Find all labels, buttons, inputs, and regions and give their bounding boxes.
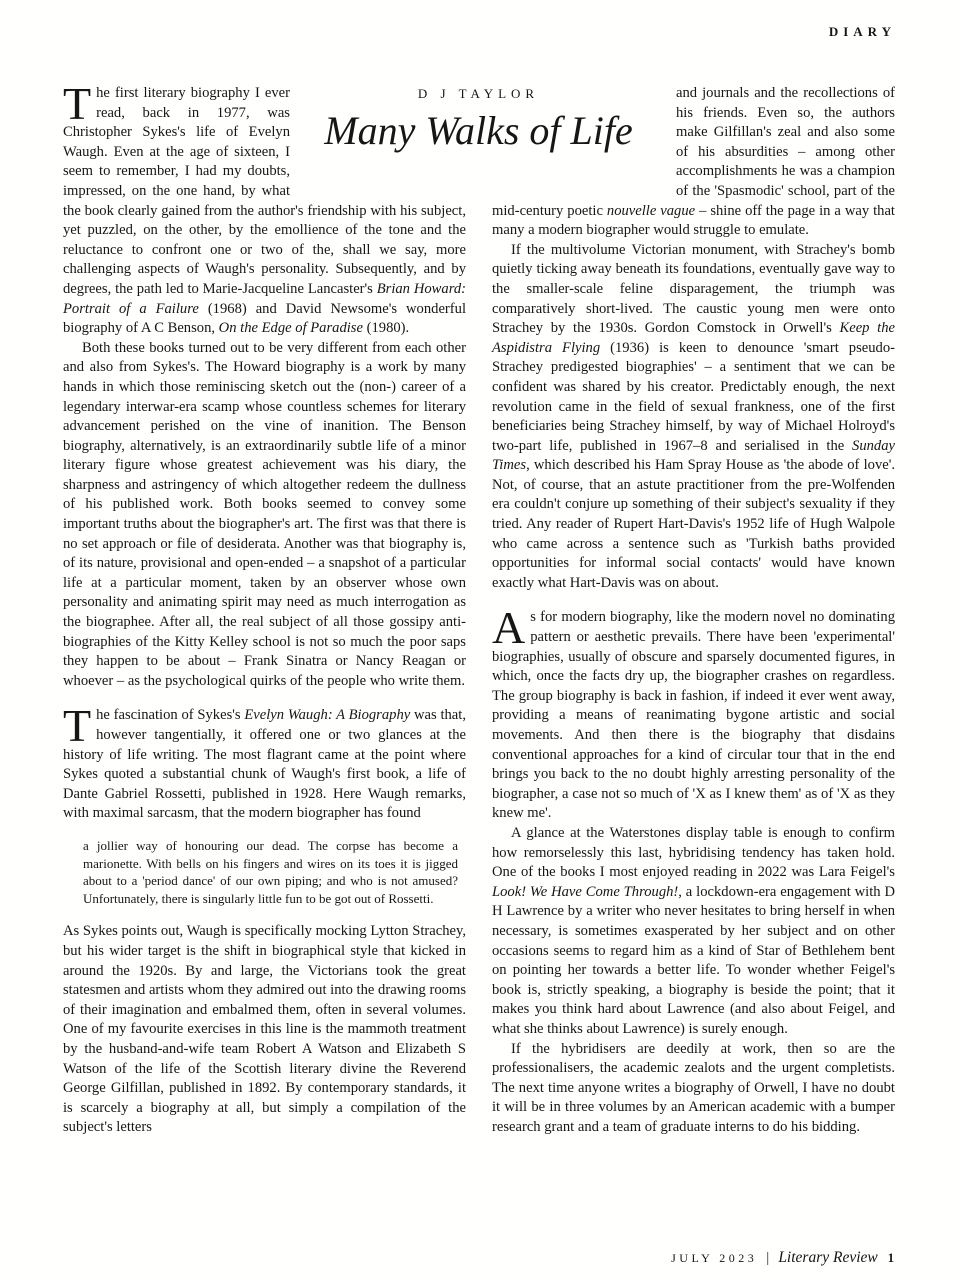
- page-footer: [671, 1249, 896, 1267]
- footer-page-number: 1: [887, 1251, 896, 1265]
- paragraph: As for modern biography, like the modern novel no dominating pattern or aesthetic prevails. There have been 'experimental' biographies, usually of obscure and sparsely documented figures, in which, once the facts dry up, the biographer crashes on regardless. The group biography is back in fashion, if indeed it ever went away, providing a means of reanimating bygone artistic and social movements. And then there is the biography that disdains conventional approaches for a kind of circular tour that in the end brings you back to the no doubt highly arresting personality of the biographer, a case not so much of 'X as I knew them' as of 'X as they knew me'.: [492, 602, 895, 822]
- paragraph: If the multivolume Victorian monument, with Strachey's bomb quietly ticking away beneath its foundations, eventually gave way to the smaller-scale feline disparagement, the triumph was comparatively short-lived. The caustic young men were onto Strachey by the 1930s. Gordon Comstock in Orwell's Keep the Aspidistra Flying (1936) is keen to denounce 'smart pseudo-Strachey predigested biographies' – a sentiment that we can be confident was shared by his creator. Predictably enough, the next revolution came in the field of sexual frankness, one of the first beneficiaries being Strachey himself, by way of Michael Holroyd's two-part life, published in 1967–8 and serialised in the Sunday Times, which described his Ham Spray House as 'the abode of love'. Not, of course, that an astute practitioner from the pre-Wolfenden era couldn't conjure up something of their subject's sexuality if they tried. Any reader of Rupert Hart-Davis's 1952 life of Hugh Walpole who came across a sentence such as 'Turkish baths provided opportunities for informal social contacts' would have known exactly what Hart-Davis was on about.: [492, 241, 895, 591]
- article-title: Many Walks of Life: [324, 108, 633, 153]
- footer-divider: |: [766, 1250, 770, 1266]
- section-label: DIARY: [828, 24, 896, 39]
- article-body: [63, 78, 895, 1138]
- footer-magazine-title: Literary Review: [778, 1249, 878, 1266]
- author-name: D J TAYLOR: [417, 86, 540, 101]
- block-quote: a jollier way of honouring our dead. The corpse has become a marionette. With bells on his fingers and wires on its toes it is jigged about to a 'period dance' of our own piping; and who is not amused? Unfortunately, there is singularly little fun to be got out of Rossetti.: [83, 837, 458, 906]
- left-column: [63, 78, 466, 1138]
- paragraph: If the hybridisers are deedily at work, then so are the professionalisers, the academic zealots and the urgent completists. The next time anyone writes a biography of Orwell, I have no doubt it will be in three volumes by an American academic with a bumper research grant and a team of graduate interns to do his bidding.: [492, 1040, 895, 1135]
- footer-date: JULY 2023: [671, 1251, 758, 1265]
- paragraph: A glance at the Waterstones display table is enough to confirm how remorselessly this last, hybridising tendency has taken hold. One of the books I most enjoyed reading in 2022 was Lara Feigel's Look! We Have Come Through!, a lockdown-era engagement with D H Lawrence by a writer who never hesitates to bring herself in when necessary, is sometimes exasperated by her subject and on other occasions seems to regard him as a kind of Star of Bethlehem bent on pointing her towards a better life. To wonder whether Feigel's book is, strictly speaking, a biography is beside the point; that it makes you think hard about Lawrence (and also about Feigel, and what she thinks about Lawrence) is surely enough.: [492, 824, 895, 1037]
- paragraph: The fascination of Sykes's Evelyn Waugh: A Biography was that, however tangentially, it offered one or two glances at the history of life writing. The most flagrant came at the point where Sykes quoted a substantial chunk of Waugh's first book, a life of Dante Gabriel Rossetti, published in 1928. Here Waugh remarks, with maximal sarcasm, that the modern biographer has found: [63, 700, 466, 822]
- paragraph: As Sykes points out, Waugh is specifically mocking Lytton Strachey, but his wider target is the shift in biographical style that kicked in around the 1920s. By and large, the Victorians took the great statesmen and artists whom they admired out into the drawing rooms of their imagination and embalmed them, often in several volumes. One of my favourite exercises in this line is the mammoth treatment by the husband-and-wife team Robert A Watson and Elizabeth S Watson of the life of the Scottish literary divine the Reverend George Gilfillan, published in 1892. By contemporary standards, it is scarcely a biography at all, but simply a compilation of the subject's letters: [63, 923, 466, 1136]
- title-spacer: [492, 84, 676, 182]
- title-spacer: [290, 84, 466, 182]
- paragraph: The first literary biography I ever read, back in 1977, was Christopher Sykes's life of Evelyn Waugh. Even at the age of sixteen, I seem to remember, I had my doubts, impressed, on the one hand, by what the book clearly gained from the author's friendship with his subject, yet puzzled, on the other, by the emollience of the tone and the reluctance to confront one or two of the, shall we say, more challenging aspects of Waugh's personality. Subsequently, and by degrees, the path led to Marie-Jacqueline Lancaster's Brian Howard: Portrait of a Failure (1968) and David Newsome's wonderful biography of A C Benson, On the Edge of Paradise (1980).: [63, 78, 466, 337]
- paragraph: and journals and the recollections of his friends. Even so, the authors make Gilfillan's zeal and also some of his absurdities – among other accomplishments he was a champion of the 'Spasmodic' school, part of the mid-century poetic nouvelle vague – shine off the page in a way that many a modern biographer would struggle to emulate.: [492, 85, 895, 239]
- paragraph: Both these books turned out to be very different from each other and also from Sykes's. The Howard biography is a work by many hands in which those reminiscing sketch out the (non-) career of a legendary interwar-era scamp whose countless schemes for literary advancement perished on the vine of inanition. The Benson biography, alternatively, is an extraordinarily subtle life of a minor literary figure whose greatest achievement was his diary, the sharpness and astringency of which altogether redeem the dullness of his published work. Both books seemed to convey some important truths about the biographer's art. The first was that there is no set approach or file of desiderata. Another was that biography is, of its nature, provisional and open-ended – a snapshot of a particular life at a particular moment, taken by an observer whose own personality and animating spirit may need as much interrogation as the biographee. After all, the real subject of all those gossipy anti-biographies of the Kitty Kelley school is not so much the poor saps they happen to be about – Frank Sinatra or Nancy Reagan or whoever – as the psychological quirks of the people who write them.: [63, 339, 466, 689]
- right-column: [492, 84, 895, 1138]
